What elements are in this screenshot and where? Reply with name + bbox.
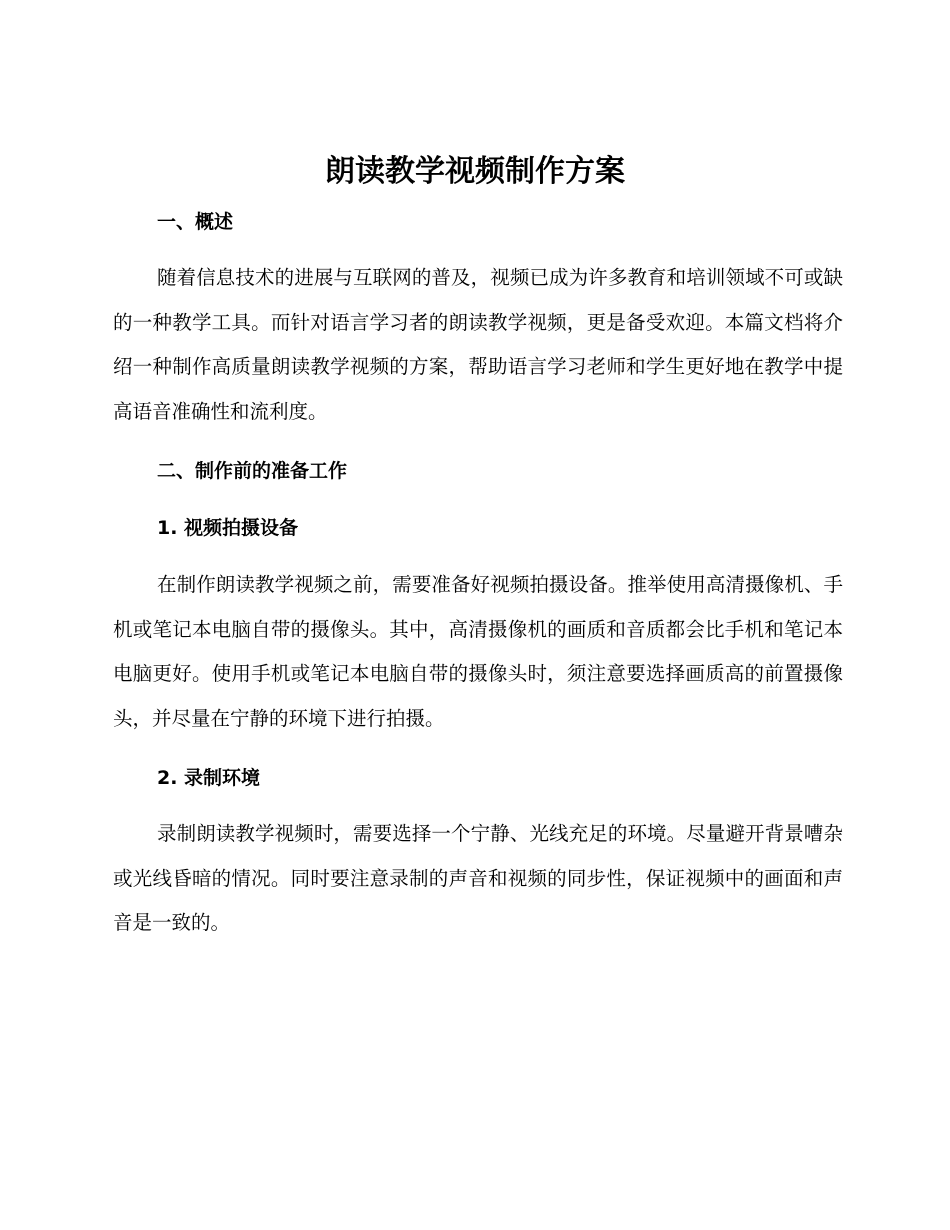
environment-paragraph: 录制朗读教学视频时，需要选择一个宁静、光线充足的环境。尽量避开背景嘈杂或光线昏暗的情况。同时要注意录制的声音和视频的同步性，保证视频中的画面和声音是一致的。 [113,822,843,935]
document-title: 朗读教学视频制作方案 [325,154,625,189]
section-heading-preparation: 二、制作前的准备工作 [157,460,348,482]
equipment-paragraph: 在制作朗读教学视频之前，需要准备好视频拍摄设备。推举使用高清摄像机、手机或笔记本电脑自带的摄像头。其中，高清摄像机的画质和音质都会比手机和笔记本电脑更好。使用手机或笔记本电脑自带的摄像头时，须注意要选择画质高的前置摄像头，并尽量在宁静的环境下进行拍摄。 [113,573,843,730]
subsection-heading-equipment: 1. 视频拍摄设备 [157,517,299,539]
overview-paragraph: 随着信息技术的进展与互联网的普及，视频已成为许多教育和培训领域不可或缺的一种教学工具。而针对语言学习者的朗读教学视频，更是备受欢迎。本篇文档将介绍一种制作高质量朗读教学视频的方案，帮助语言学习老师和学生更好地在教学中提高语音准确性和流利度。 [113,266,843,423]
section-heading-overview: 一、概述 [157,211,234,233]
subsection-heading-environment: 2. 录制环境 [157,767,261,789]
